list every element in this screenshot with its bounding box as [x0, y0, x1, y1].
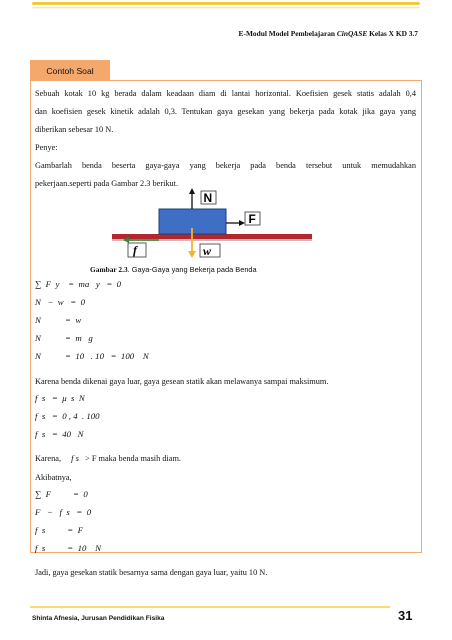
equation-row: N = m g: [35, 333, 93, 343]
header-brand: CinQASE: [336, 29, 368, 38]
caption-text: . Gaya-Gaya yang Bekerja pada Benda: [127, 265, 257, 274]
equation-row: f s = μ s N: [35, 393, 85, 403]
equation-row: f s = 10 N: [35, 543, 102, 553]
label-N: N: [203, 191, 213, 205]
equation-row: f s = 40 N: [35, 429, 84, 439]
equation-row: ∑ F = 0: [35, 489, 88, 499]
figure-caption: [90, 265, 257, 274]
statement-condition: [35, 449, 416, 468]
force-diagram: [110, 188, 315, 260]
statement-therefore: Akibatnya,: [35, 473, 72, 482]
label-F: F: [248, 212, 256, 226]
equation-row: ∑ F y = ma y = 0: [35, 279, 122, 289]
statement-max-friction: Karena benda dikenai gaya luar, gaya gesean statik akan melawanya sampai maksimum.: [35, 377, 329, 386]
header-suffix: Kelas X KD 3.7: [367, 29, 418, 38]
footer-author: Shinta Afnesia, Jurusan Pendidikan Fisika: [32, 615, 165, 622]
label-f: f: [133, 243, 137, 257]
page-number: 31: [398, 608, 413, 623]
conclusion: Jadi, gaya gesekan statik besarnya sama dengan gaya luar, yaitu 10 N.: [35, 568, 268, 577]
condition-post: > F maka benda masih diam.: [85, 454, 182, 463]
equation-row: f s = F: [35, 525, 83, 535]
header-prefix: E-Modul Model Pembelajaran: [238, 29, 337, 38]
caption-number: Gambar 2.3: [90, 265, 128, 274]
equation-row: F − f s = 0: [35, 507, 92, 517]
problem-line-4: Gambarlah benda beserta gaya-gaya yang bekerja pada benda tersebut untuk memudahkan: [35, 161, 416, 170]
problem-line-5: pekerjaan.seperti pada Gambar 2.3 berikut.: [35, 179, 179, 188]
problem-line-1: Sebuah kotak 10 kg berada dalam keadaan diam di lantai horizontal. Koefisien gesek statis adalah 0,4: [35, 89, 416, 98]
section-tab: Contoh Soal: [30, 60, 110, 80]
solution-label: Penye:: [35, 143, 58, 152]
condition-pre: Karena,: [35, 454, 62, 463]
header-decoration: [0, 0, 452, 12]
floor-surface: [112, 234, 312, 239]
label-f-box: [128, 243, 146, 257]
label-w: w: [203, 244, 212, 258]
equation-row: N = 10 . 10 = 100 N: [35, 351, 149, 361]
condition-symbol: f s: [71, 453, 79, 463]
problem-line-2: dan koefisien gesek kinetik adalah 0,3. Tentukan gaya gesekan yang bekerja pada kotak jika gaya yang: [35, 107, 416, 116]
page-header: [239, 29, 418, 38]
equation-row: N − w = 0: [35, 297, 85, 307]
equation-row: f s = 0 , 4 . 100: [35, 411, 100, 421]
equation-row: N = w: [35, 315, 82, 325]
footer-rule: [30, 605, 420, 609]
problem-line-3: diberikan sebesar 10 N.: [35, 125, 114, 134]
